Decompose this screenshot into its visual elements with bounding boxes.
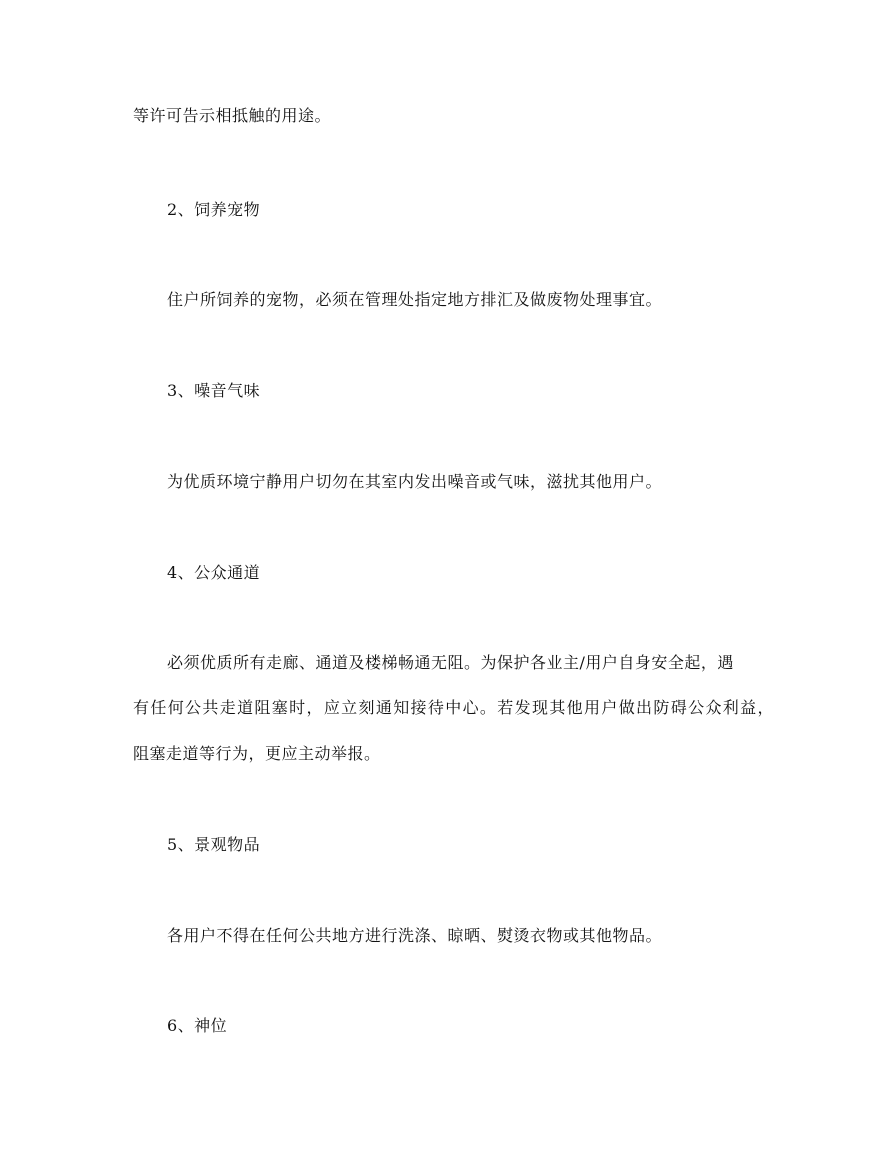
section-heading-noise: 3、噪音气味 <box>167 381 261 400</box>
paragraph-public-passage-line-2: 有任何公共走道阻塞时，应立刻通知接待中心。若发现其他用户做出防碍公众利益， <box>133 698 774 717</box>
paragraph-public-passage-line-1: 必须优质所有走廊、通道及楼梯畅通无阻。为保护各业主/用户自身安全起，遇 <box>167 653 734 672</box>
paragraph-noise: 为优质环境宁静用户切勿在其室内发出噪音或气味，滋扰其他用户。 <box>167 472 663 491</box>
continuation-text: 等许可告示相抵触的用途。 <box>133 106 332 125</box>
section-heading-shrine: 6、神位 <box>167 1016 228 1035</box>
section-heading-pets: 2、饲养宠物 <box>167 200 261 219</box>
paragraph-landscape: 各用户不得在任何公共地方进行洗涤、晾晒、熨烫衣物或其他物品。 <box>167 926 663 945</box>
paragraph-public-passage-line-3: 阻塞走道等行为，更应主动举报。 <box>133 744 381 763</box>
paragraph-pets: 住户所饲养的宠物，必须在管理处指定地方排汇及做废物处理事宜。 <box>167 290 663 309</box>
section-heading-landscape: 5、景观物品 <box>167 835 261 854</box>
section-heading-public-passage: 4、公众通道 <box>167 563 261 582</box>
